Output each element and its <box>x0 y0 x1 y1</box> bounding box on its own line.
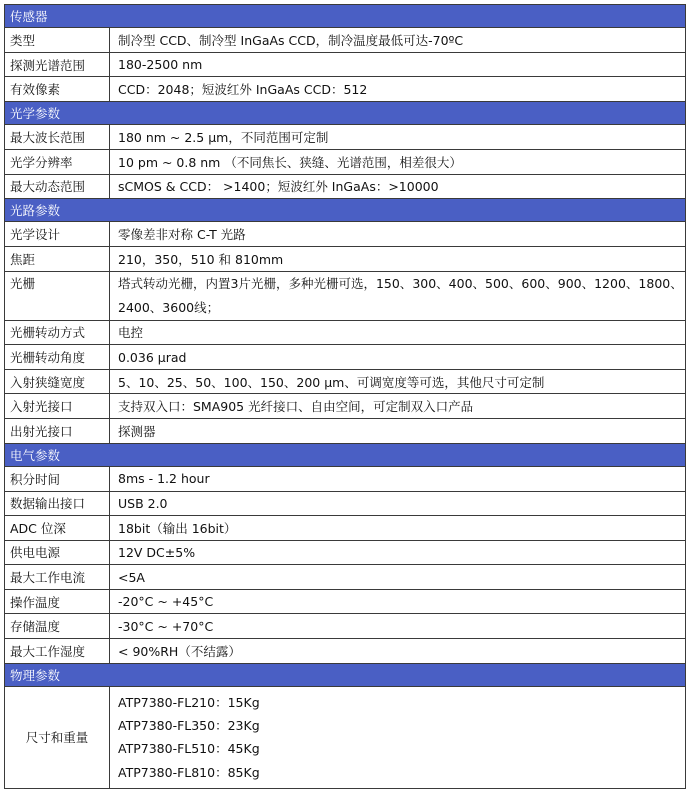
row-label: 入射狭缝宽度 <box>5 369 110 394</box>
row-value: <5A <box>110 565 686 590</box>
row-label: 出射光接口 <box>5 419 110 444</box>
row-value: USB 2.0 <box>110 491 686 516</box>
row-value: 210，350，510 和 810mm <box>110 247 686 272</box>
row-value: < 90%RH（不结露） <box>110 639 686 664</box>
table-row <box>5 125 686 150</box>
row-value: 支持双入口：SMA905 光纤接口、自由空间，可定制双入口产品 <box>110 394 686 419</box>
row-label: 入射光接口 <box>5 394 110 419</box>
row-value: 180 nm ~ 2.5 μm，不同范围可定制 <box>110 125 686 150</box>
table-row <box>5 516 686 541</box>
row-label: ADC 位深 <box>5 516 110 541</box>
section-header-optics <box>5 102 686 125</box>
row-label: 积分时间 <box>5 466 110 491</box>
spec-table <box>4 4 686 789</box>
row-label: 有效像素 <box>5 77 110 102</box>
table-row <box>5 271 686 320</box>
row-value: 180-2500 nm <box>110 52 686 77</box>
row-value: 制冷型 CCD、制冷型 InGaAs CCD，制冷温度最低可达-70ºC <box>110 28 686 53</box>
section-header-path <box>5 199 686 222</box>
table-row <box>5 394 686 419</box>
table-row <box>5 222 686 247</box>
row-label: 最大工作湿度 <box>5 639 110 664</box>
section-title: 光路参数 <box>5 199 686 222</box>
table-row <box>5 614 686 639</box>
table-row <box>5 247 686 272</box>
row-value: CCD：2048；短波红外 InGaAs CCD：512 <box>110 77 686 102</box>
row-value: 5、10、25、50、100、150、200 μm、可调宽度等可选，其他尺寸可定制 <box>110 369 686 394</box>
row-value: 18bit（输出 16bit） <box>110 516 686 541</box>
table-row <box>5 28 686 53</box>
section-header-physical <box>5 663 686 686</box>
row-value: -30°C ~ +70°C <box>110 614 686 639</box>
row-label: 焦距 <box>5 247 110 272</box>
model-weight-line: ATP7380-FL210：15Kg <box>118 694 260 710</box>
row-value: 电控 <box>110 320 686 345</box>
model-weight-line: ATP7380-FL810：85Kg <box>118 764 260 780</box>
section-header-electrical <box>5 443 686 466</box>
table-row <box>5 149 686 174</box>
table-row <box>5 52 686 77</box>
row-label: 供电电源 <box>5 540 110 565</box>
row-value: 零像差非对称 C-T 光路 <box>110 222 686 247</box>
table-row <box>5 369 686 394</box>
section-title: 电气参数 <box>5 443 686 466</box>
model-weight-line: ATP7380-FL350：23Kg <box>118 718 260 734</box>
table-row <box>5 565 686 590</box>
table-row <box>5 419 686 444</box>
row-label: 探测光谱范围 <box>5 52 110 77</box>
row-value: 0.036 μrad <box>110 345 686 370</box>
row-label: 光栅转动方式 <box>5 320 110 345</box>
row-label: 尺寸和重量 <box>5 686 110 788</box>
section-title: 光学参数 <box>5 102 686 125</box>
row-value: -20°C ~ +45°C <box>110 589 686 614</box>
row-value: 10 pm ~ 0.8 nm （不同焦长、狭缝、光谱范围，相差很大） <box>110 149 686 174</box>
row-value: sCMOS & CCD： >1400；短波红外 InGaAs：>10000 <box>110 174 686 199</box>
row-label: 光学设计 <box>5 222 110 247</box>
row-value: 探测器 <box>110 419 686 444</box>
row-label: 类型 <box>5 28 110 53</box>
section-header-sensor <box>5 5 686 28</box>
table-row <box>5 466 686 491</box>
section-title: 物理参数 <box>5 663 686 686</box>
table-row <box>5 686 686 788</box>
table-row <box>5 345 686 370</box>
row-label: 数据输出接口 <box>5 491 110 516</box>
table-row <box>5 639 686 664</box>
row-label: 最大波长范围 <box>5 125 110 150</box>
table-row <box>5 320 686 345</box>
model-weight-line: ATP7380-FL510：45Kg <box>118 741 260 757</box>
row-label: 存储温度 <box>5 614 110 639</box>
row-value: 塔式转动光栅，内置3片光栅，多种光栅可选，150、300、400、500、600、900、1200、1800、2400、3600线； <box>110 271 686 320</box>
row-value: 12V DC±5% <box>110 540 686 565</box>
table-row <box>5 540 686 565</box>
row-label: 最大工作电流 <box>5 565 110 590</box>
table-row <box>5 174 686 199</box>
row-value: 8ms - 1.2 hour <box>110 466 686 491</box>
table-row <box>5 589 686 614</box>
row-label: 操作温度 <box>5 589 110 614</box>
row-label: 光学分辨率 <box>5 149 110 174</box>
table-row <box>5 491 686 516</box>
table-row <box>5 77 686 102</box>
row-value <box>110 686 686 788</box>
row-label: 光栅转动角度 <box>5 345 110 370</box>
section-title: 传感器 <box>5 5 686 28</box>
row-label: 最大动态范围 <box>5 174 110 199</box>
row-label: 光栅 <box>5 271 110 320</box>
